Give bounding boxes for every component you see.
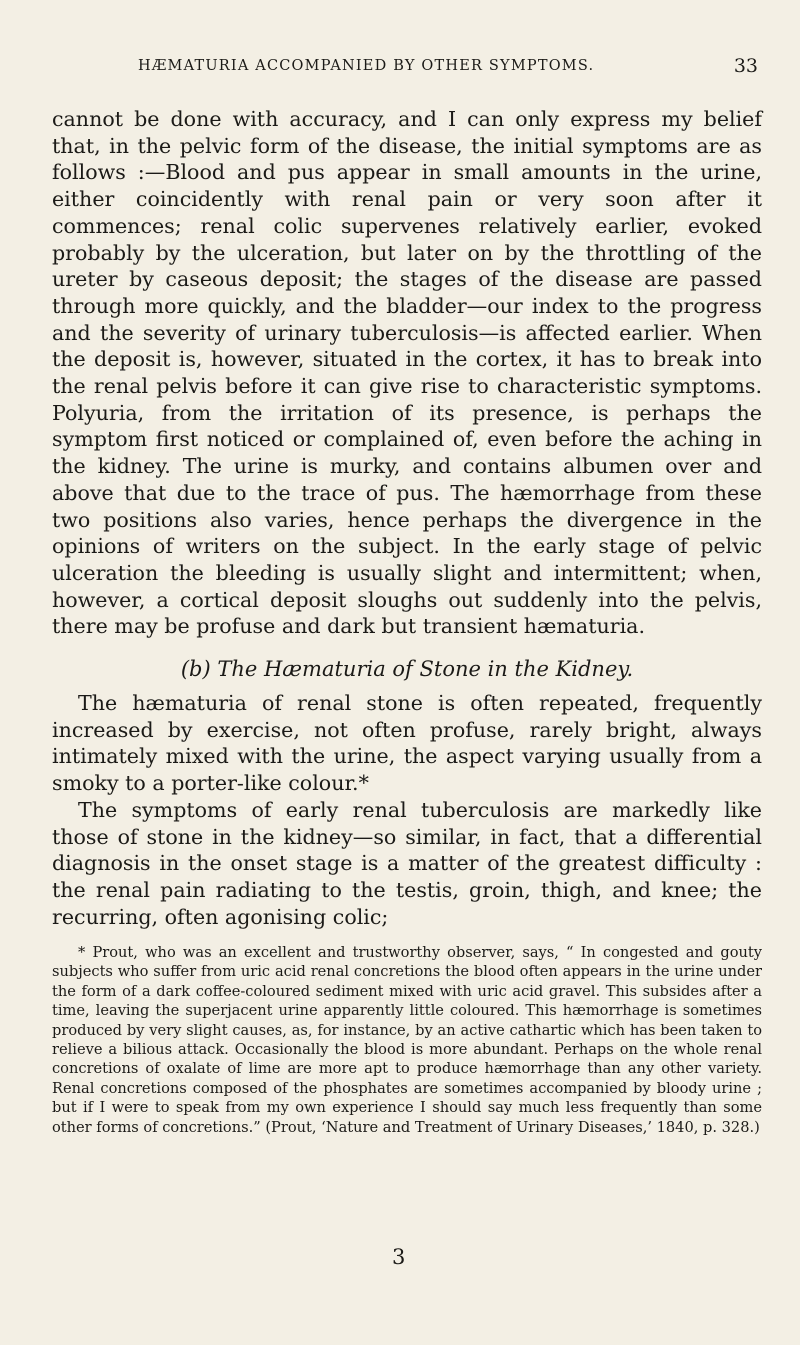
section-subheading: (b) The Hæmaturia of Stone in the Kidney.	[180, 657, 634, 682]
paragraph-3: The symptoms of early renal tuberculosis are markedly like those of stone in the kidney—so similar, in fact, that a differential diagnosis in the onset stage is a matter of the greatest difficulty : the renal pain radiating to the testis, groin, thigh, and knee; the recurring, often agonising colic;	[52, 797, 762, 929]
paragraph-2: The hæmaturia of renal stone is often repeated, frequently increased by exercise, not often profuse, rarely bright, always intimately mixed with the urine, the aspect varying usually from a smoky to a porter-like colour.*	[52, 691, 762, 796]
body-text	[52, 106, 762, 930]
footnote: * Prout, who was an excellent and trustworthy observer, says, “ In congested and gouty subjects who suffer from uric acid renal concretions the blood often appears in the urine under the form of a dark coffee-coloured sediment mixed with uric acid gravel. This subsides after a time, leaving the superjacent urine apparently little coloured. This hæmorrhage is sometimes produced by very slight causes, as, for instance, by an active cathartic which has been taken to relieve a bilious attack. Occasionally the blood is more abundant. Perhaps on the whole renal concretions of oxalate of lime are more apt to produce hæmorrhage than any other variety. Renal concretions composed of the phosphates are sometimes accompanied by bloody urine ; but if I were to speak from my own experience I should say much less frequently than some other forms of concretions.” (Prout, ‘Nature and Treatment of Urinary Diseases,’ 1840, p. 328.)	[52, 944, 762, 1136]
running-head	[138, 55, 758, 82]
signature-mark: 3	[392, 1245, 406, 1269]
paragraph-1: cannot be done with accuracy, and I can only express my belief that, in the pelvic form of the disease, the initial symptoms are as follows :—Blood and pus appear in small amounts in the urine, either coincidently with renal pain or very soon after it commences; renal colic supervenes relatively earlier, evoked probably by the ulceration, but later on by the throttling of the ureter by caseous deposit; the stages of the disease are passed through more quickly, and the bladder—our index to the progress and the severity of urinary tuberculosis—is affected earlier. When the deposit is, however, situated in the cortex, it has to break into the renal pelvis before it can give rise to characteristic symptoms. Polyuria, from the irritation of its presence, is perhaps the symptom first noticed or complained of, even before the aching in the kidney. The urine is murky, and contains albumen over and above that due to the trace of pus. The hæmorrhage from these two positions also varies, hence perhaps the divergence in the opinions of writers on the subject. In the early stage of pelvic ulceration the bleeding is usually slight and intermittent; when, however, a cortical deposit sloughs out suddenly into the pelvis, there may be profuse and dark but transient hæmaturia.	[52, 107, 762, 639]
running-title: HÆMATURIA ACCOMPANIED BY OTHER SYMPTOMS.	[138, 58, 595, 74]
page-number: 33	[733, 55, 758, 77]
